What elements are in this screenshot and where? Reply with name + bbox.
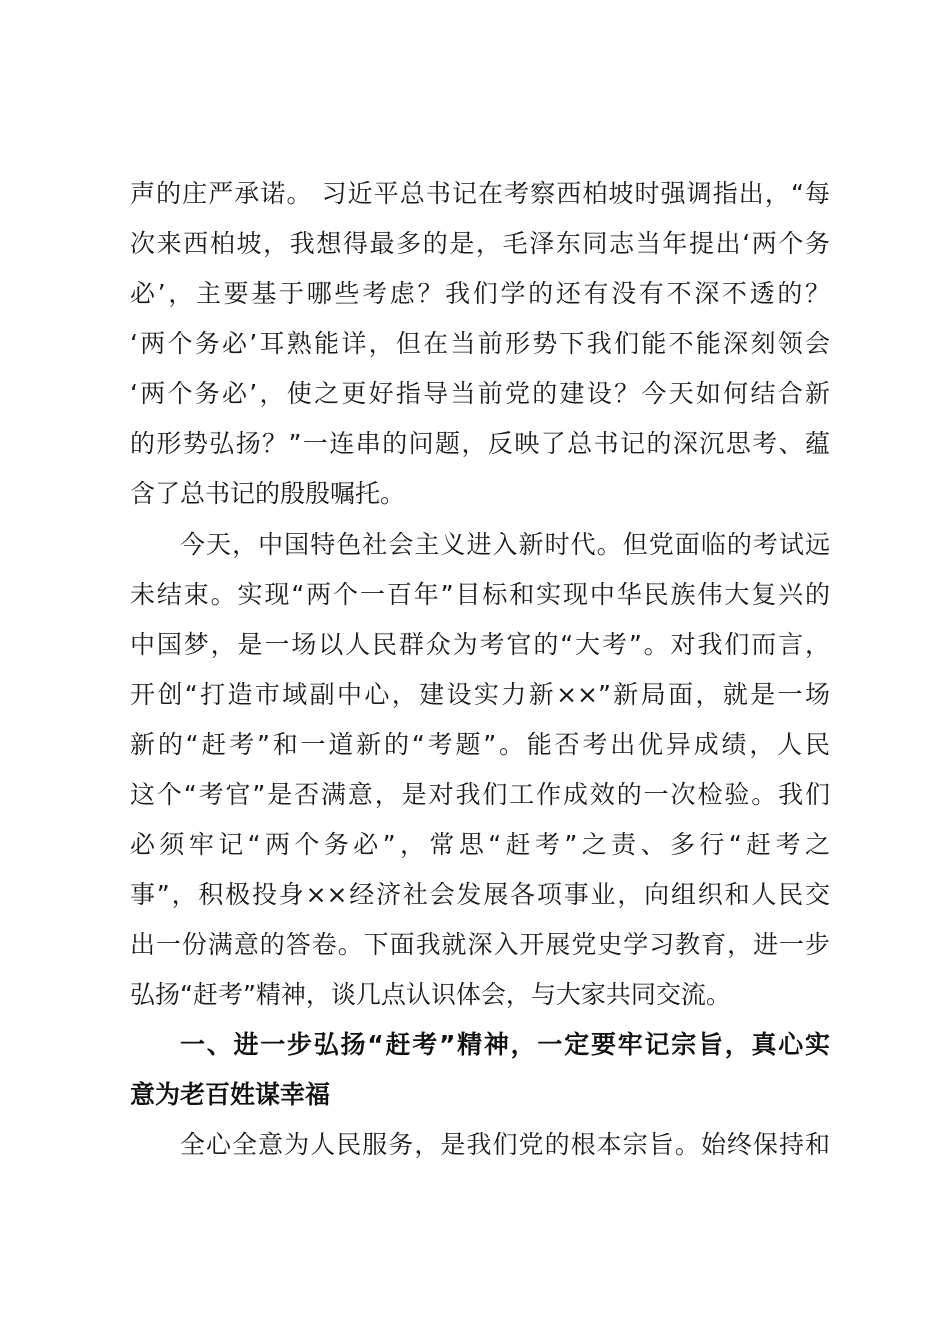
text-line: 出一份满意的答卷。下面我就深入开展党史学习教育，进一步 xyxy=(130,930,830,959)
text-line: 必须牢记“两个务必”，常思“赶考”之责、多行“赶考之 xyxy=(130,830,830,859)
text-line: 事”，积极投身××经济社会发展各项事业，向组织和人民交 xyxy=(130,880,830,909)
text-line: 开创“打造市域副中心，建设实力新××”新局面，就是一场 xyxy=(130,680,830,709)
text-line: ‘两个务必’，使之更好指导当前党的建设？今天如何结合新 xyxy=(130,379,830,408)
text-line: 次来西柏坡，我想得最多的是，毛泽东同志当年提出‘两个务 xyxy=(130,229,830,258)
text-line: 必’，主要基于哪些考虑？我们学的还有没有不深不透的？ xyxy=(130,279,830,308)
text-line: ‘两个务必’耳熟能详，但在当前形势下我们能不能深刻领会 xyxy=(130,329,830,358)
section-heading: 一、进一步弘扬“赶考”精神，一定要牢记宗旨，真心实 xyxy=(180,1030,830,1059)
text-line: 今天，中国特色社会主义进入新时代。但党面临的考试远 xyxy=(180,530,830,559)
text-line: 含了总书记的殷殷嘱托。 xyxy=(130,479,406,508)
text-line: 中国梦，是一场以人民群众为考官的“大考”。对我们而言， xyxy=(130,630,830,659)
text-line: 这个“考官”是否满意，是对我们工作成效的一次检验。我们 xyxy=(130,780,830,809)
text-line: 全心全意为人民服务，是我们党的根本宗旨。始终保持和 xyxy=(180,1130,830,1159)
text-line: 未结束。实现“两个一百年”目标和实现中华民族伟大复兴的 xyxy=(130,580,830,609)
text-line: 的形势弘扬？”一连串的问题，反映了总书记的深沉思考、蕴 xyxy=(130,429,830,458)
section-heading: 意为老百姓谋幸福 xyxy=(130,1080,331,1109)
text-line: 弘扬“赶考”精神，谈几点认识体会，与大家共同交流。 xyxy=(130,980,731,1009)
text-line: 声的庄严承诺。 习近平总书记在考察西柏坡时强调指出，“每 xyxy=(130,179,830,208)
text-line: 新的“赶考”和一道新的“考题”。能否考出优异成绩，人民 xyxy=(130,730,830,759)
